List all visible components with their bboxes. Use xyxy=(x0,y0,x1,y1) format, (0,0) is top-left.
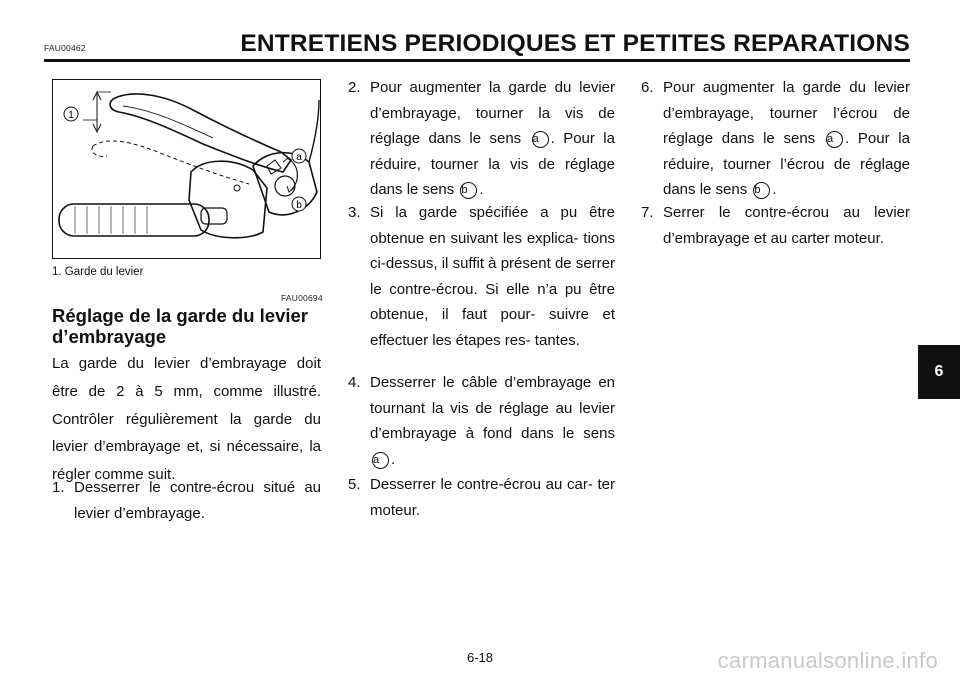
chapter-tab: 6 xyxy=(918,345,960,399)
list-item xyxy=(641,200,910,251)
header-doc-code: FAU00462 xyxy=(44,43,86,53)
step-text-part: . xyxy=(391,450,396,468)
step-text-part: Pour augmenter la garde du levier d’embrayage, tourner la vis de réglage dans le sens xyxy=(370,79,615,148)
intro-paragraph: La garde du levier d’embrayage doit être de 2 à 5 mm, comme illustré. Contrôler régulièrement la garde du levier d’embrayage et, si nécessaire, la régler comme suit. xyxy=(52,355,321,484)
step-text xyxy=(641,75,910,203)
step-text: Desserrer le contre-écrou au car- ter moteur. xyxy=(370,476,615,519)
step-text-part: Pour augmenter la garde du levier d’embrayage, tourner l’écrou de réglage dans le sens xyxy=(663,79,910,148)
step-text: Serrer le contre-écrou au levier d’embrayage et au carter moteur. xyxy=(663,204,910,247)
step-number: 4. xyxy=(348,374,361,391)
list-item xyxy=(641,75,910,203)
clutch-lever-illustration xyxy=(53,80,320,258)
step-number: 6. xyxy=(641,79,654,96)
circled-letter-b: b xyxy=(753,182,770,199)
figure-label-a: a xyxy=(296,152,302,163)
watermark-text: carmanualsonline.info xyxy=(717,648,938,673)
step-text-part: . xyxy=(479,181,484,199)
header-rule xyxy=(44,59,910,62)
figure-label-b: b xyxy=(296,200,302,211)
step-text-part: . Pour la réduire, tourner la vis de réglage dans le sens xyxy=(370,130,615,199)
circled-letter-a: a xyxy=(532,131,549,148)
step-text xyxy=(348,370,615,472)
step-text: Desserrer le contre-écrou situé au levier d’embrayage. xyxy=(74,479,321,522)
step-number: 3. xyxy=(348,204,361,221)
step-number: 2. xyxy=(348,79,361,96)
figure-label-1: 1 xyxy=(68,110,74,121)
circled-letter-a: a xyxy=(826,131,843,148)
list-item xyxy=(348,472,615,523)
page-number: 6-18 xyxy=(466,650,494,665)
list-item xyxy=(348,75,615,203)
section-doc-code: FAU00694 xyxy=(281,293,323,303)
circled-letter-a: a xyxy=(372,452,389,469)
step-text xyxy=(348,75,615,203)
step-text-part: Desserrer le câble d’embrayage en tournant la vis de réglage au levier d’embrayage à fond dans le sens xyxy=(370,374,615,443)
circled-letter-b: b xyxy=(460,182,477,199)
page-title: ENTRETIENS PERIODIQUES ET PETITES REPARATIONS xyxy=(240,30,910,57)
step-text-part: . xyxy=(772,181,777,199)
list-item xyxy=(348,370,615,472)
clutch-lever-figure xyxy=(52,79,321,259)
step-number: 5. xyxy=(348,476,361,493)
step-number: 1. xyxy=(52,479,65,496)
figure-caption: 1. Garde du levier xyxy=(52,266,144,278)
list-item xyxy=(52,475,321,526)
step-text: Si la garde spécifiée a pu être obtenue en suivant les explica- tions ci-dessus, il suffit à présent de serrer le contre-écrou. Si elle n’a pu être obtenue, il faut pour- suivre et effectuer les étapes res- tantes. xyxy=(370,204,615,349)
section-heading: Réglage de la garde du levier d’embrayage xyxy=(52,305,309,347)
list-item xyxy=(348,200,615,354)
step-text-part: . Pour la réduire, tourner l’écrou de réglage dans le sens xyxy=(663,130,910,199)
step-number: 7. xyxy=(641,204,654,221)
